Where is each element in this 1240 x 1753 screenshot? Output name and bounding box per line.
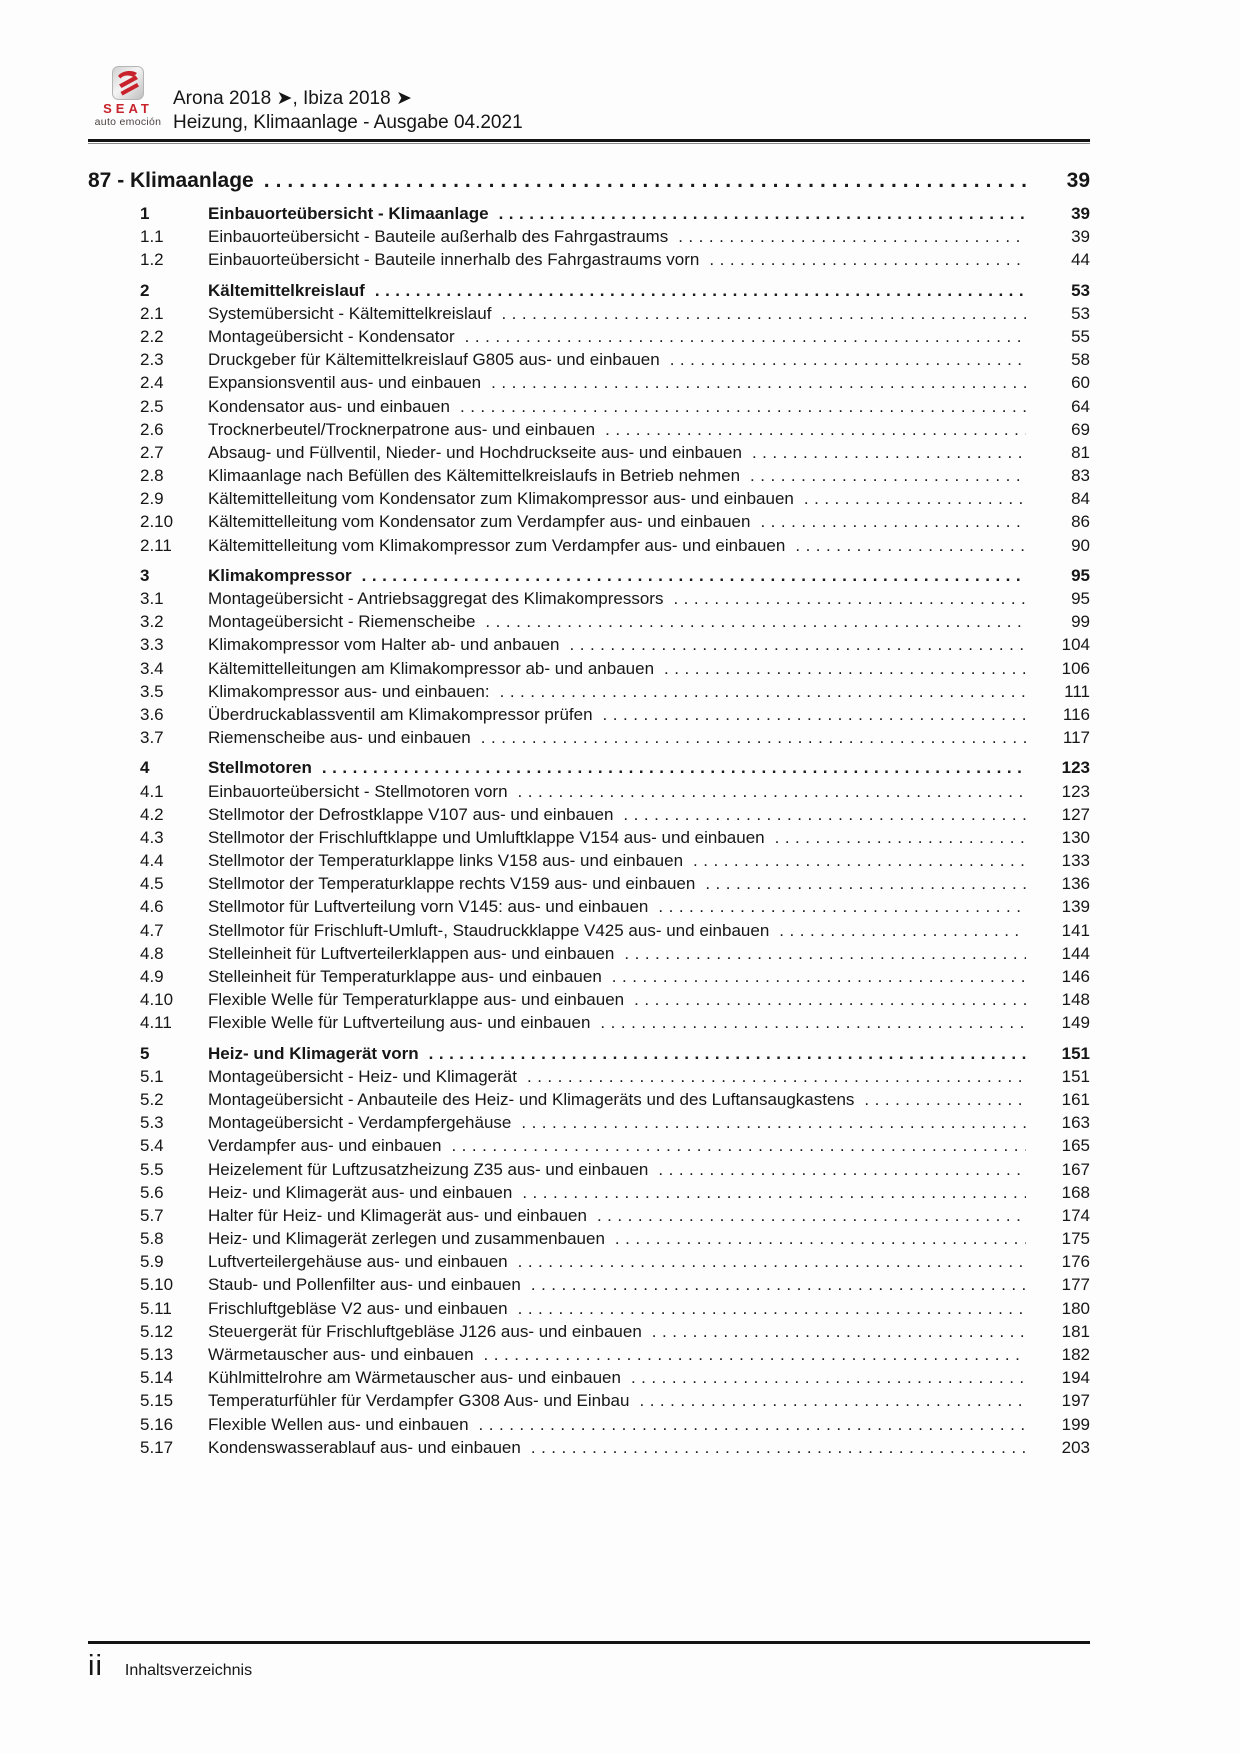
toc-entry-page: 39: [1071, 227, 1090, 247]
toc-entry-page: 199: [1061, 1414, 1090, 1434]
toc-entry-title: Stellmotor für Frischluft-Umluft-, Staudruckklappe V425 aus- und einbauen: [208, 920, 770, 940]
toc-entry-page: 203: [1061, 1437, 1090, 1457]
toc-entry-number: 4: [140, 758, 150, 778]
dot-leader: [760, 510, 1026, 533]
dot-leader: [531, 1436, 1026, 1459]
toc-entry-number: 5.3: [140, 1113, 164, 1133]
toc-entry-number: 3: [140, 565, 150, 585]
dot-leader: [658, 1158, 1026, 1181]
toc-entry-title: Überdruckablassventil am Klimakompressor prüfen: [208, 704, 593, 724]
header-rule: [88, 139, 1090, 144]
toc-item-row: [88, 826, 1090, 849]
toc-entry-page: 174: [1061, 1205, 1090, 1225]
toc-item-row: [88, 248, 1090, 271]
toc-entry-title: Luftverteilergehäuse aus- und einbauen: [208, 1252, 508, 1272]
toc-item-row: [88, 1413, 1090, 1436]
toc-item-row: [88, 1250, 1090, 1273]
toc-entry-page: 123: [1061, 781, 1090, 801]
toc-entry-title: Kältemittelkreislauf: [208, 280, 365, 300]
table-of-contents: [88, 167, 1090, 1459]
toc-entry-page: 111: [1064, 681, 1090, 701]
dot-leader: [670, 348, 1026, 371]
toc-entry-number: 2.6: [140, 419, 164, 439]
toc-entry-page: 181: [1061, 1321, 1090, 1341]
toc-entry-number: 4.4: [140, 851, 164, 871]
dot-leader: [518, 1297, 1026, 1320]
toc-item-row: [88, 1065, 1090, 1088]
toc-item-row: [88, 510, 1090, 533]
toc-entry-page: 133: [1061, 851, 1090, 871]
toc-entry-number: 3.2: [140, 612, 164, 632]
toc-entry-number: 2.5: [140, 396, 164, 416]
toc-item-row: [88, 895, 1090, 918]
toc-entry-number: 4.7: [140, 920, 164, 940]
toc-entry-page: 130: [1061, 827, 1090, 847]
toc-item-row: [88, 464, 1090, 487]
toc-entry-page: 168: [1061, 1182, 1090, 1202]
toc-item-row: [88, 302, 1090, 325]
dot-leader: [673, 587, 1026, 610]
toc-entry-page: 165: [1061, 1136, 1090, 1156]
dot-leader: [615, 1227, 1026, 1250]
toc-entry-page: 84: [1071, 489, 1090, 509]
dot-leader: [658, 895, 1026, 918]
toc-entry-title: Kältemittelleitung vom Kondensator zum Klimakompressor aus- und einbauen: [208, 489, 794, 509]
toc-entry-number: 1.2: [140, 250, 164, 270]
toc-item-row: [88, 942, 1090, 965]
toc-chapter-row: [88, 167, 1090, 195]
toc-entry-title: Wärmetauscher aus- und einbauen: [208, 1345, 474, 1364]
toc-entry-page: 95: [1071, 589, 1090, 608]
toc-item-row: [88, 1320, 1090, 1343]
toc-item-row: [88, 1158, 1090, 1181]
dot-leader: [612, 965, 1026, 988]
toc-entry-title: Montageübersicht - Antriebsaggregat des Klimakompressors: [208, 589, 664, 608]
toc-entry-page: 53: [1071, 280, 1090, 300]
toc-item-row: [88, 872, 1090, 895]
dot-leader: [501, 302, 1026, 325]
toc-section-row: [88, 564, 1090, 587]
dot-leader: [527, 1065, 1026, 1088]
toc-entry-title: Montageübersicht - Verdampfergehäuse: [208, 1113, 512, 1133]
toc-entry-number: 4.6: [140, 897, 164, 917]
toc-entry-page: 144: [1061, 943, 1090, 963]
footer-rule: [88, 1641, 1090, 1644]
toc-entry-title: Stelleinheit für Temperaturklappe aus- und einbauen: [208, 967, 602, 986]
toc-entry-number: 5.4: [140, 1136, 164, 1156]
header-rule-thin: [88, 143, 1090, 144]
toc-item-row: [88, 1181, 1090, 1204]
toc-entry-title: Einbauorteübersicht - Stellmotoren vorn: [208, 781, 508, 801]
toc-item-row: [88, 703, 1090, 726]
toc-item-row: [88, 780, 1090, 803]
dot-leader: [795, 534, 1026, 557]
toc-entry-number: 4.5: [140, 874, 164, 894]
toc-item-row: [88, 487, 1090, 510]
toc-entry-title: Stellmotor der Frischluftklappe und Umluftklappe V154 aus- und einbauen: [208, 827, 765, 847]
dot-leader: [603, 703, 1026, 726]
toc-entry-number: 5.15: [140, 1391, 174, 1411]
toc-item-row: [88, 726, 1090, 749]
toc-entry-number: 5.2: [140, 1089, 164, 1109]
toc-item-row: [88, 225, 1090, 248]
toc-entry-page: 99: [1071, 612, 1090, 632]
toc-entry-number: 5.5: [140, 1159, 164, 1179]
toc-entry-page: 146: [1061, 967, 1090, 986]
toc-entry-number: 4.10: [140, 990, 174, 1010]
toc-item-row: [88, 418, 1090, 441]
dot-leader: [485, 610, 1026, 633]
toc-entry-number: 2.8: [140, 466, 164, 486]
header-rule-thick: [88, 139, 1090, 142]
toc-entry-page: 197: [1061, 1391, 1090, 1411]
toc-entry-title: Montageübersicht - Riemenscheibe: [208, 612, 476, 632]
toc-entry-number: 2.9: [140, 489, 164, 509]
toc-list: [88, 202, 1090, 1459]
toc-entry-title: Einbauorteübersicht - Klimaanlage: [208, 204, 489, 223]
toc-item-row: [88, 1227, 1090, 1250]
toc-entry-number: 3.4: [140, 658, 164, 678]
toc-entry-page: 90: [1071, 535, 1090, 555]
dot-leader: [623, 803, 1026, 826]
dot-leader: [521, 1111, 1026, 1134]
toc-entry-title: Montageübersicht - Anbauteile des Heiz- und Klimageräts und des Luftansaugkastens: [208, 1089, 855, 1109]
toc-entry-page: 39: [1071, 204, 1090, 223]
toc-entry-number: 4.1: [140, 781, 164, 801]
dot-leader: [864, 1088, 1026, 1111]
toc-item-row: [88, 633, 1090, 656]
toc-entry-page: 116: [1062, 704, 1090, 724]
dot-leader: [709, 248, 1026, 271]
dot-leader: [500, 680, 1026, 703]
toc-entry-title: Kältemittelleitung vom Klimakompressor zum Verdampfer aus- und einbauen: [208, 535, 786, 555]
dot-leader: [375, 279, 1026, 302]
toc-item-row: [88, 849, 1090, 872]
toc-entry-number: 1.1: [140, 227, 164, 247]
dot-leader: [465, 325, 1026, 348]
toc-entry-number: 2.1: [140, 303, 164, 323]
toc-entry-page: 55: [1071, 326, 1090, 346]
toc-entry-number: 5: [140, 1043, 150, 1063]
toc-item-row: [88, 1088, 1090, 1111]
toc-item-row: [88, 1134, 1090, 1157]
toc-item-row: [88, 1011, 1090, 1034]
toc-entry-page: 81: [1071, 442, 1090, 462]
toc-item-row: [88, 988, 1090, 1011]
toc-entry-page: 136: [1061, 874, 1090, 894]
toc-item-row: [88, 534, 1090, 557]
dot-leader: [631, 1366, 1026, 1389]
toc-item-row: [88, 1204, 1090, 1227]
toc-entry-page: 141: [1061, 920, 1090, 940]
toc-section-row: [88, 756, 1090, 779]
toc-item-row: [88, 1297, 1090, 1320]
footer-page-label: ii: [88, 1650, 103, 1682]
toc-entry-number: 5.14: [140, 1368, 174, 1388]
toc-entry-number: 4.3: [140, 827, 164, 847]
toc-entry-number: 3.3: [140, 635, 164, 655]
toc-entry-page: 60: [1071, 373, 1090, 393]
toc-entry-number: 2.10: [140, 512, 174, 532]
toc-entry-number: 4.11: [140, 1013, 172, 1033]
toc-entry-title: Klimakompressor aus- und einbauen:: [208, 681, 490, 701]
toc-entry-title: Flexible Welle für Temperaturklappe aus- und einbauen: [208, 990, 625, 1010]
toc-entry-number: 5.11: [140, 1298, 172, 1318]
dot-leader: [752, 441, 1026, 464]
toc-entry-title: Kühlmittelrohre am Wärmetauscher aus- und einbauen: [208, 1368, 621, 1388]
dot-leader: [264, 167, 1026, 195]
toc-entry-title: Klimakompressor vom Halter ab- und anbauen: [208, 635, 560, 655]
toc-entry-number: 5.8: [140, 1229, 164, 1249]
toc-item-row: [88, 1273, 1090, 1296]
toc-entry-title: Heizelement für Luftzusatzheizung Z35 aus- und einbauen: [208, 1159, 649, 1179]
toc-entry-title: Kondenswasserablauf aus- und einbauen: [208, 1437, 521, 1457]
toc-entry-page: 180: [1061, 1298, 1090, 1318]
toc-entry-page: 148: [1061, 990, 1090, 1010]
dot-leader: [484, 1343, 1026, 1366]
toc-entry-page: 151: [1061, 1043, 1090, 1063]
dot-leader: [678, 225, 1026, 248]
toc-entry-page: 182: [1061, 1345, 1090, 1364]
toc-entry-number: 2.7: [140, 442, 164, 462]
toc-entry-page: 86: [1071, 512, 1090, 532]
toc-item-row: [88, 803, 1090, 826]
toc-entry-number: 3.5: [140, 681, 164, 701]
toc-entry-page: 117: [1062, 728, 1090, 748]
toc-entry-number: 3.7: [140, 728, 164, 748]
toc-entry-page: 177: [1061, 1275, 1090, 1295]
brand-name: SEAT: [103, 101, 153, 116]
toc-entry-number: 4.2: [140, 804, 164, 824]
dot-leader: [639, 1389, 1026, 1412]
toc-entry-page: 139: [1061, 897, 1090, 917]
dot-leader: [652, 1320, 1026, 1343]
toc-entry-page: 58: [1071, 350, 1090, 370]
toc-chapter-page: 39: [1066, 169, 1090, 192]
toc-entry-number: 1: [140, 204, 150, 223]
toc-entry-page: 69: [1071, 419, 1090, 439]
toc-entry-number: 5.6: [140, 1182, 164, 1202]
toc-entry-title: Heiz- und Klimagerät aus- und einbauen: [208, 1182, 513, 1202]
toc-entry-number: 5.17: [140, 1437, 174, 1457]
toc-entry-title: Stelleinheit für Luftverteilerklappen aus- und einbauen: [208, 943, 615, 963]
toc-item-row: [88, 657, 1090, 680]
toc-entry-title: Flexible Wellen aus- und einbauen: [208, 1414, 469, 1434]
toc-entry-title: Flexible Welle für Luftverteilung aus- und einbauen: [208, 1013, 591, 1033]
toc-entry-page: 44: [1071, 250, 1090, 270]
toc-entry-title: Klimakompressor: [208, 565, 352, 585]
seat-logo: [90, 66, 166, 128]
toc-entry-title: Klimaanlage nach Befüllen des Kältemittelkreislaufs in Betrieb nehmen: [208, 466, 741, 486]
dot-leader: [460, 395, 1026, 418]
toc-entry-page: 83: [1071, 466, 1090, 486]
toc-entry-title: Kondensator aus- und einbauen: [208, 396, 450, 416]
toc-entry-number: 5.1: [140, 1066, 164, 1086]
toc-entry-title: Montageübersicht - Kondensator: [208, 326, 455, 346]
toc-entry-number: 3.6: [140, 704, 164, 724]
dot-leader: [804, 487, 1026, 510]
dot-leader: [499, 202, 1026, 225]
toc-section-row: [88, 202, 1090, 225]
toc-entry-page: 149: [1061, 1013, 1090, 1033]
dot-leader: [600, 1011, 1026, 1034]
footer-section-label: Inhaltsverzeichnis: [124, 1662, 253, 1679]
toc-entry-title: Stellmotor der Defrostklappe V107 aus- und einbauen: [208, 804, 614, 824]
dot-leader: [491, 371, 1026, 394]
toc-item-row: [88, 1389, 1090, 1412]
toc-entry-title: Heiz- und Klimagerät vorn: [208, 1043, 419, 1063]
toc-entry-page: 123: [1061, 758, 1090, 778]
dot-leader: [597, 1204, 1026, 1227]
toc-entry-title: Trocknerbeutel/Trocknerpatrone aus- und einbauen: [208, 419, 596, 439]
toc-entry-number: 2.3: [140, 350, 164, 370]
toc-item-row: [88, 919, 1090, 942]
dot-leader: [522, 1181, 1026, 1204]
toc-entry-title: Stellmotor für Luftverteilung vorn V145: aus- und einbauen: [208, 897, 649, 917]
toc-item-row: [88, 325, 1090, 348]
toc-entry-title: Systemübersicht - Kältemittelkreislauf: [208, 303, 492, 323]
toc-entry-page: 95: [1071, 565, 1090, 585]
dot-leader: [624, 942, 1026, 965]
toc-entry-page: 64: [1071, 396, 1090, 416]
dot-leader: [634, 988, 1026, 1011]
toc-item-row: [88, 1436, 1090, 1459]
toc-entry-page: 176: [1061, 1252, 1090, 1272]
seat-badge-icon: [112, 66, 144, 100]
toc-entry-title: Stellmotoren: [208, 758, 312, 778]
toc-entry-title: Druckgeber für Kältemittelkreislauf G805 aus- und einbauen: [208, 350, 660, 370]
toc-entry-title: Riemenscheibe aus- und einbauen: [208, 728, 471, 748]
dot-leader: [750, 464, 1026, 487]
toc-entry-title: Expansionsventil aus- und einbauen: [208, 373, 482, 393]
toc-entry-page: 151: [1061, 1066, 1090, 1086]
dot-leader: [693, 849, 1026, 872]
toc-entry-number: 2.2: [140, 326, 164, 346]
toc-entry-number: 4.9: [140, 967, 164, 986]
toc-entry-page: 53: [1071, 303, 1090, 323]
dot-leader: [775, 826, 1026, 849]
toc-entry-number: 5.9: [140, 1252, 164, 1272]
toc-item-row: [88, 1366, 1090, 1389]
dot-leader: [531, 1273, 1026, 1296]
toc-entry-title: Heiz- und Klimagerät zerlegen und zusammenbauen: [208, 1229, 605, 1249]
toc-entry-page: 106: [1061, 658, 1090, 678]
toc-entry-page: 161: [1061, 1089, 1090, 1109]
toc-entry-title: Stellmotor der Temperaturklappe rechts V159 aus- und einbauen: [208, 874, 696, 894]
toc-entry-title: Steuergerät für Frischluftgebläse J126 aus- und einbauen: [208, 1321, 642, 1341]
dot-leader: [481, 726, 1026, 749]
toc-entry-title: Einbauorteübersicht - Bauteile innerhalb des Fahrgastraums vorn: [208, 250, 700, 270]
toc-item-row: [88, 1111, 1090, 1134]
dot-leader: [705, 872, 1026, 895]
toc-entry-number: 5.12: [140, 1321, 174, 1341]
dot-leader: [605, 418, 1026, 441]
toc-entry-title: Halter für Heiz- und Klimagerät aus- und einbauen: [208, 1205, 587, 1225]
toc-item-row: [88, 1343, 1090, 1366]
toc-item-row: [88, 371, 1090, 394]
header-manual-line: Heizung, Klimaanlage - Ausgabe 04.2021: [173, 112, 523, 133]
toc-entry-title: Einbauorteübersicht - Bauteile außerhalb des Fahrgastraums: [208, 227, 669, 247]
toc-entry-page: 167: [1061, 1159, 1090, 1179]
toc-entry-title: Kältemittelleitungen am Klimakompressor ab- und anbauen: [208, 658, 655, 678]
toc-entry-page: 127: [1061, 804, 1090, 824]
toc-entry-number: 5.13: [140, 1345, 174, 1364]
toc-entry-number: 3.1: [140, 589, 164, 608]
dot-leader: [429, 1042, 1026, 1065]
toc-item-row: [88, 395, 1090, 418]
toc-chapter-title: 87 - Klimaanlage: [88, 169, 254, 192]
toc-item-row: [88, 441, 1090, 464]
toc-entry-title: Staub- und Pollenfilter aus- und einbauen: [208, 1275, 521, 1295]
toc-entry-title: Temperaturfühler für Verdampfer G308 Aus- und Einbau: [208, 1391, 630, 1411]
toc-entry-number: 5.10: [140, 1275, 174, 1295]
toc-entry-number: 2.11: [140, 535, 172, 555]
footer: [88, 1650, 252, 1682]
toc-entry-number: 2.4: [140, 373, 164, 393]
toc-entry-number: 5.16: [140, 1414, 174, 1434]
toc-entry-number: 5.7: [140, 1205, 164, 1225]
toc-entry-number: 2: [140, 280, 150, 300]
dot-leader: [451, 1134, 1026, 1157]
header-model-line: Arona 2018 ➤, Ibiza 2018 ➤: [173, 88, 412, 109]
header-text: [173, 87, 523, 135]
toc-item-row: [88, 610, 1090, 633]
toc-entry-title: Stellmotor der Temperaturklappe links V158 aus- und einbauen: [208, 851, 684, 871]
dot-leader: [779, 919, 1026, 942]
dot-leader: [479, 1413, 1026, 1436]
toc-entry-title: Verdampfer aus- und einbauen: [208, 1136, 442, 1156]
toc-entry-page: 194: [1061, 1368, 1090, 1388]
dot-leader: [518, 780, 1026, 803]
toc-entry-title: Kältemittelleitung vom Kondensator zum Verdampfer aus- und einbauen: [208, 512, 751, 532]
brand-tagline: auto emoción: [94, 116, 162, 128]
toc-item-row: [88, 587, 1090, 610]
toc-section-row: [88, 279, 1090, 302]
toc-entry-title: Montageübersicht - Heiz- und Klimagerät: [208, 1066, 517, 1086]
toc-entry-title: Frischluftgebläse V2 aus- und einbauen: [208, 1298, 508, 1318]
toc-entry-page: 163: [1061, 1113, 1090, 1133]
dot-leader: [518, 1250, 1026, 1273]
dot-leader: [664, 657, 1026, 680]
toc-entry-page: 175: [1061, 1229, 1090, 1249]
toc-item-row: [88, 965, 1090, 988]
dot-leader: [322, 756, 1026, 779]
toc-section-row: [88, 1042, 1090, 1065]
dot-leader: [570, 633, 1026, 656]
toc-entry-page: 104: [1061, 635, 1090, 655]
toc-entry-number: 4.8: [140, 943, 164, 963]
dot-leader: [362, 564, 1026, 587]
toc-entry-title: Absaug- und Füllventil, Nieder- und Hochdruckseite aus- und einbauen: [208, 442, 742, 462]
toc-item-row: [88, 680, 1090, 703]
toc-item-row: [88, 348, 1090, 371]
